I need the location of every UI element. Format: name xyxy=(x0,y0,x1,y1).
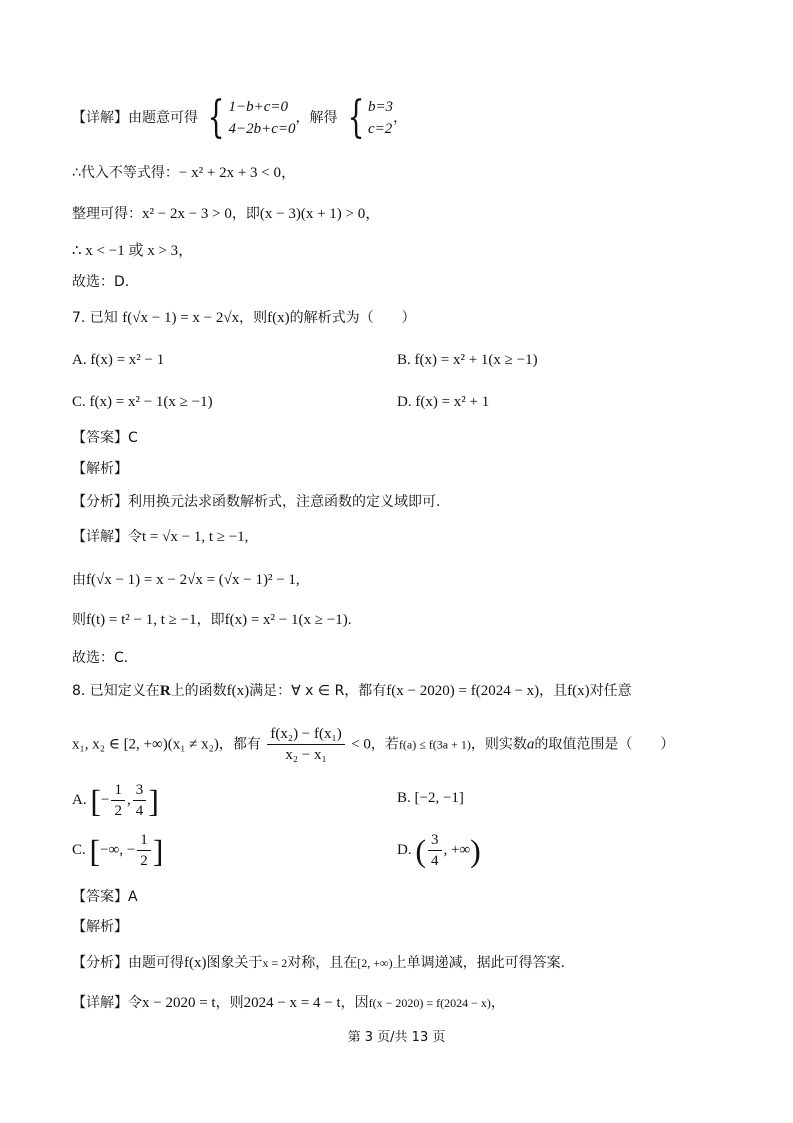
detail-tag: 【详解】 xyxy=(72,995,128,1011)
q7-detail3-expr: f(t) = t² − 1, t ≥ −1 xyxy=(86,612,197,628)
p6-substitute-line xyxy=(72,163,296,183)
detail-tag: 【详解】 xyxy=(72,110,128,126)
q8-l2-e: ，则实数 xyxy=(470,736,527,753)
p6-tidy-mid: ，即 xyxy=(231,206,260,222)
q7-detail2-pre: 由 xyxy=(72,572,86,588)
q8-optD-d: 4 xyxy=(431,853,439,869)
q7-answer-value: C xyxy=(128,430,138,446)
analysis-tag: 【解析】 xyxy=(72,919,128,935)
q7-option-c: C. f(x) = x² − 1(x ≥ −1) xyxy=(72,394,213,410)
q7-stem-eq: f(√x − 1) = x − 2√x xyxy=(122,310,240,326)
p6-choose: 故选：D. xyxy=(72,274,130,290)
q8-optC-lead: −∞, − xyxy=(100,841,136,858)
q8-l1-e: 对任意 xyxy=(589,683,632,699)
analysis-tag: 【解析】 xyxy=(72,461,128,477)
q8-optA-n2: 3 xyxy=(133,780,147,801)
q8-detail-eq2: 2024 − x = 4 − t xyxy=(243,995,341,1011)
q8-frac-num: f(x₂) − f(x₁) xyxy=(267,724,344,745)
page-footer: 第 3 页/共 13 页 xyxy=(347,1030,446,1045)
q8-l2-c: < 0 xyxy=(351,736,371,753)
q8-l1-b: 上的函数 xyxy=(170,683,227,699)
q8-stem-line2 xyxy=(72,724,674,765)
q8-detail-a: 令 xyxy=(128,995,142,1011)
equation-system: { 1−b+c=0 4−2b+c=0 xyxy=(208,92,296,143)
q7-stem xyxy=(72,308,416,328)
q7-detail1-expr: t = √x − 1, t ≥ −1, xyxy=(142,529,249,545)
q8-option-a: A. [− $\frac{1}{2}$ , $\frac{3}{4}$ ] xyxy=(72,782,159,819)
q7-detail3-expr2: f(x) = x² − 1(x ≥ −1). xyxy=(224,612,352,628)
q8-optA-n1: 1 xyxy=(111,780,125,801)
q7-option-b: B. f(x) = x² + 1(x ≥ −1) xyxy=(397,352,538,368)
q8-detail-eq1: x − 2020 = t xyxy=(142,995,216,1011)
p6-tidy-text: 整理可得： xyxy=(72,206,142,222)
q8-optA-label: A. xyxy=(72,791,87,808)
q8-optC-label: C. xyxy=(72,841,86,858)
q8-optA-d2: 4 xyxy=(135,803,144,819)
q7-answer xyxy=(72,428,138,448)
q8-l1-d: ，且 xyxy=(539,683,568,699)
q8-frac-den: x₂ − x₁ xyxy=(285,747,327,763)
detail-tag: 【详解】 xyxy=(72,529,128,545)
q8-optA-frac2 xyxy=(133,780,147,821)
q7-detail3-mid: ，即 xyxy=(196,612,225,628)
fenxi-tag: 【分析】 xyxy=(72,494,128,510)
q8-optD-label: D. xyxy=(397,841,412,858)
q8-fenxi-int: [2, +∞) xyxy=(357,956,393,970)
q8-optD-frac xyxy=(428,830,442,871)
q8-l2-var: a xyxy=(526,736,535,753)
solution-b: b=3 xyxy=(367,99,394,115)
q8-l2-d: ，若 xyxy=(370,736,399,753)
q8-fenxi xyxy=(72,953,565,973)
p6-solve: ，解得 xyxy=(295,110,338,126)
q8-l2-a: x₁, x₂ ∈ [2, +∞)(x₁ ≠ x₂) xyxy=(72,736,219,753)
q7-stem-fx: f(x) xyxy=(267,310,290,326)
q8-l1-fx: f(x) xyxy=(226,683,250,699)
q7-stem-end: 的解析式为（ ） xyxy=(289,310,416,326)
q8-answer-value: A xyxy=(128,889,138,905)
q8-l2-b: ，都有 xyxy=(218,736,261,753)
q7-detail2-expr: f(√x − 1) = x − 2√x = (√x − 1)² − 1, xyxy=(86,572,300,588)
q8-l1-a: 8. 已知定义在 xyxy=(72,683,160,699)
q8-l1-fx2: f(x) xyxy=(567,683,590,699)
q7-option-d: D. f(x) = x² + 1 xyxy=(397,394,490,410)
q8-answer xyxy=(72,887,138,907)
q8-fenxi-a: 由题可得 xyxy=(128,955,184,971)
q8-detail-d: ， xyxy=(490,995,505,1011)
q8-optC-n: 1 xyxy=(137,830,151,851)
q8-option-c: C. [−∞, − $\frac{1}{2}$ ] xyxy=(72,832,164,869)
p6-result: ∴ x < −1 或 x > 3， xyxy=(72,243,194,259)
q8-optD-tail: , +∞ xyxy=(443,841,471,858)
solution-c: c=2 xyxy=(367,121,393,137)
q8-optA-frac1 xyxy=(111,780,125,821)
q7-stem-mid: ，则 xyxy=(239,310,268,326)
q8-option-b: B. [−2, −1] xyxy=(397,790,464,806)
answer-tag: 【答案】 xyxy=(72,430,128,446)
q8-detail xyxy=(72,993,505,1013)
q8-optA-d1: 2 xyxy=(114,803,122,819)
q7-fenxi-text: 利用换元法求函数解析式，注意函数的定义域即可. xyxy=(128,494,441,510)
p6-intro: 由题意可得 xyxy=(128,110,198,126)
system-eq-1: 1−b+c=0 xyxy=(228,99,288,115)
solution-system: { b=3 c=2 xyxy=(347,92,394,143)
q7-fenxi xyxy=(72,492,440,512)
q7-option-a: A. f(x) = x² − 1 xyxy=(72,352,165,368)
q8-detail-b: ，则 xyxy=(215,995,244,1011)
q7-stem-start: 7. 已知 xyxy=(72,310,118,326)
q8-option-d: D. ( $\frac{3}{4}$ , +∞) xyxy=(397,832,481,869)
p6-sub-expr: − x² + 2x + 3 < 0， xyxy=(178,165,297,181)
q8-fenxi-eq: x = 2 xyxy=(262,956,288,970)
q8-l2-ineq: f(a) ≤ f(3a + 1) xyxy=(398,737,471,752)
q8-fenxi-fx: f(x) xyxy=(184,955,207,971)
q8-stem-line1 xyxy=(72,681,632,701)
q8-fraction xyxy=(267,724,344,765)
q8-optD-n: 3 xyxy=(428,830,442,851)
q7-detail-1 xyxy=(72,527,248,547)
q8-optC-d: 2 xyxy=(140,853,148,869)
answer-tag: 【答案】 xyxy=(72,889,128,905)
p6-sub-text: ∴代入不等式得： xyxy=(72,165,179,181)
q7-detail-2 xyxy=(72,570,300,590)
q8-l1-eq: f(x − 2020) = f(2024 − x) xyxy=(386,683,540,699)
p6-tidy-line xyxy=(72,204,380,224)
p6-tidy-expr: x² − 2x − 3 > 0 xyxy=(142,206,232,222)
q8-optC-frac xyxy=(137,830,151,871)
q7-detail-3 xyxy=(72,610,351,630)
q8-fenxi-d: 上单调递减，据此可得答案. xyxy=(392,955,566,971)
q8-l1-R: R xyxy=(159,683,171,699)
q8-fenxi-b: 图象关于 xyxy=(206,955,263,971)
q7-detail3-pre: 则 xyxy=(72,612,86,628)
fenxi-tag: 【分析】 xyxy=(72,955,128,971)
system-eq-2: 4−2b+c=0 xyxy=(228,121,296,137)
q8-l2-f: 的取值范围是（ ） xyxy=(534,736,675,753)
q8-fenxi-c: 对称，且在 xyxy=(287,955,358,971)
q8-detail-eq3: f(x − 2020) = f(2024 − x) xyxy=(368,996,491,1010)
q8-detail-c: ，因 xyxy=(340,995,369,1011)
p6-detail-line: 【详解】由题意可得 { 1−b+c=0 4−2b+c=0 ，解得 { b=3 c=2 ， xyxy=(72,92,408,143)
q7-choose: 故选：C. xyxy=(72,650,129,666)
q8-l1-c: 满足：∀ x ∈ R，都有 xyxy=(249,683,387,699)
p6-tidy-factor: (x − 3)(x + 1) > 0， xyxy=(259,206,381,222)
q7-detail1-pre: 令 xyxy=(128,529,142,545)
